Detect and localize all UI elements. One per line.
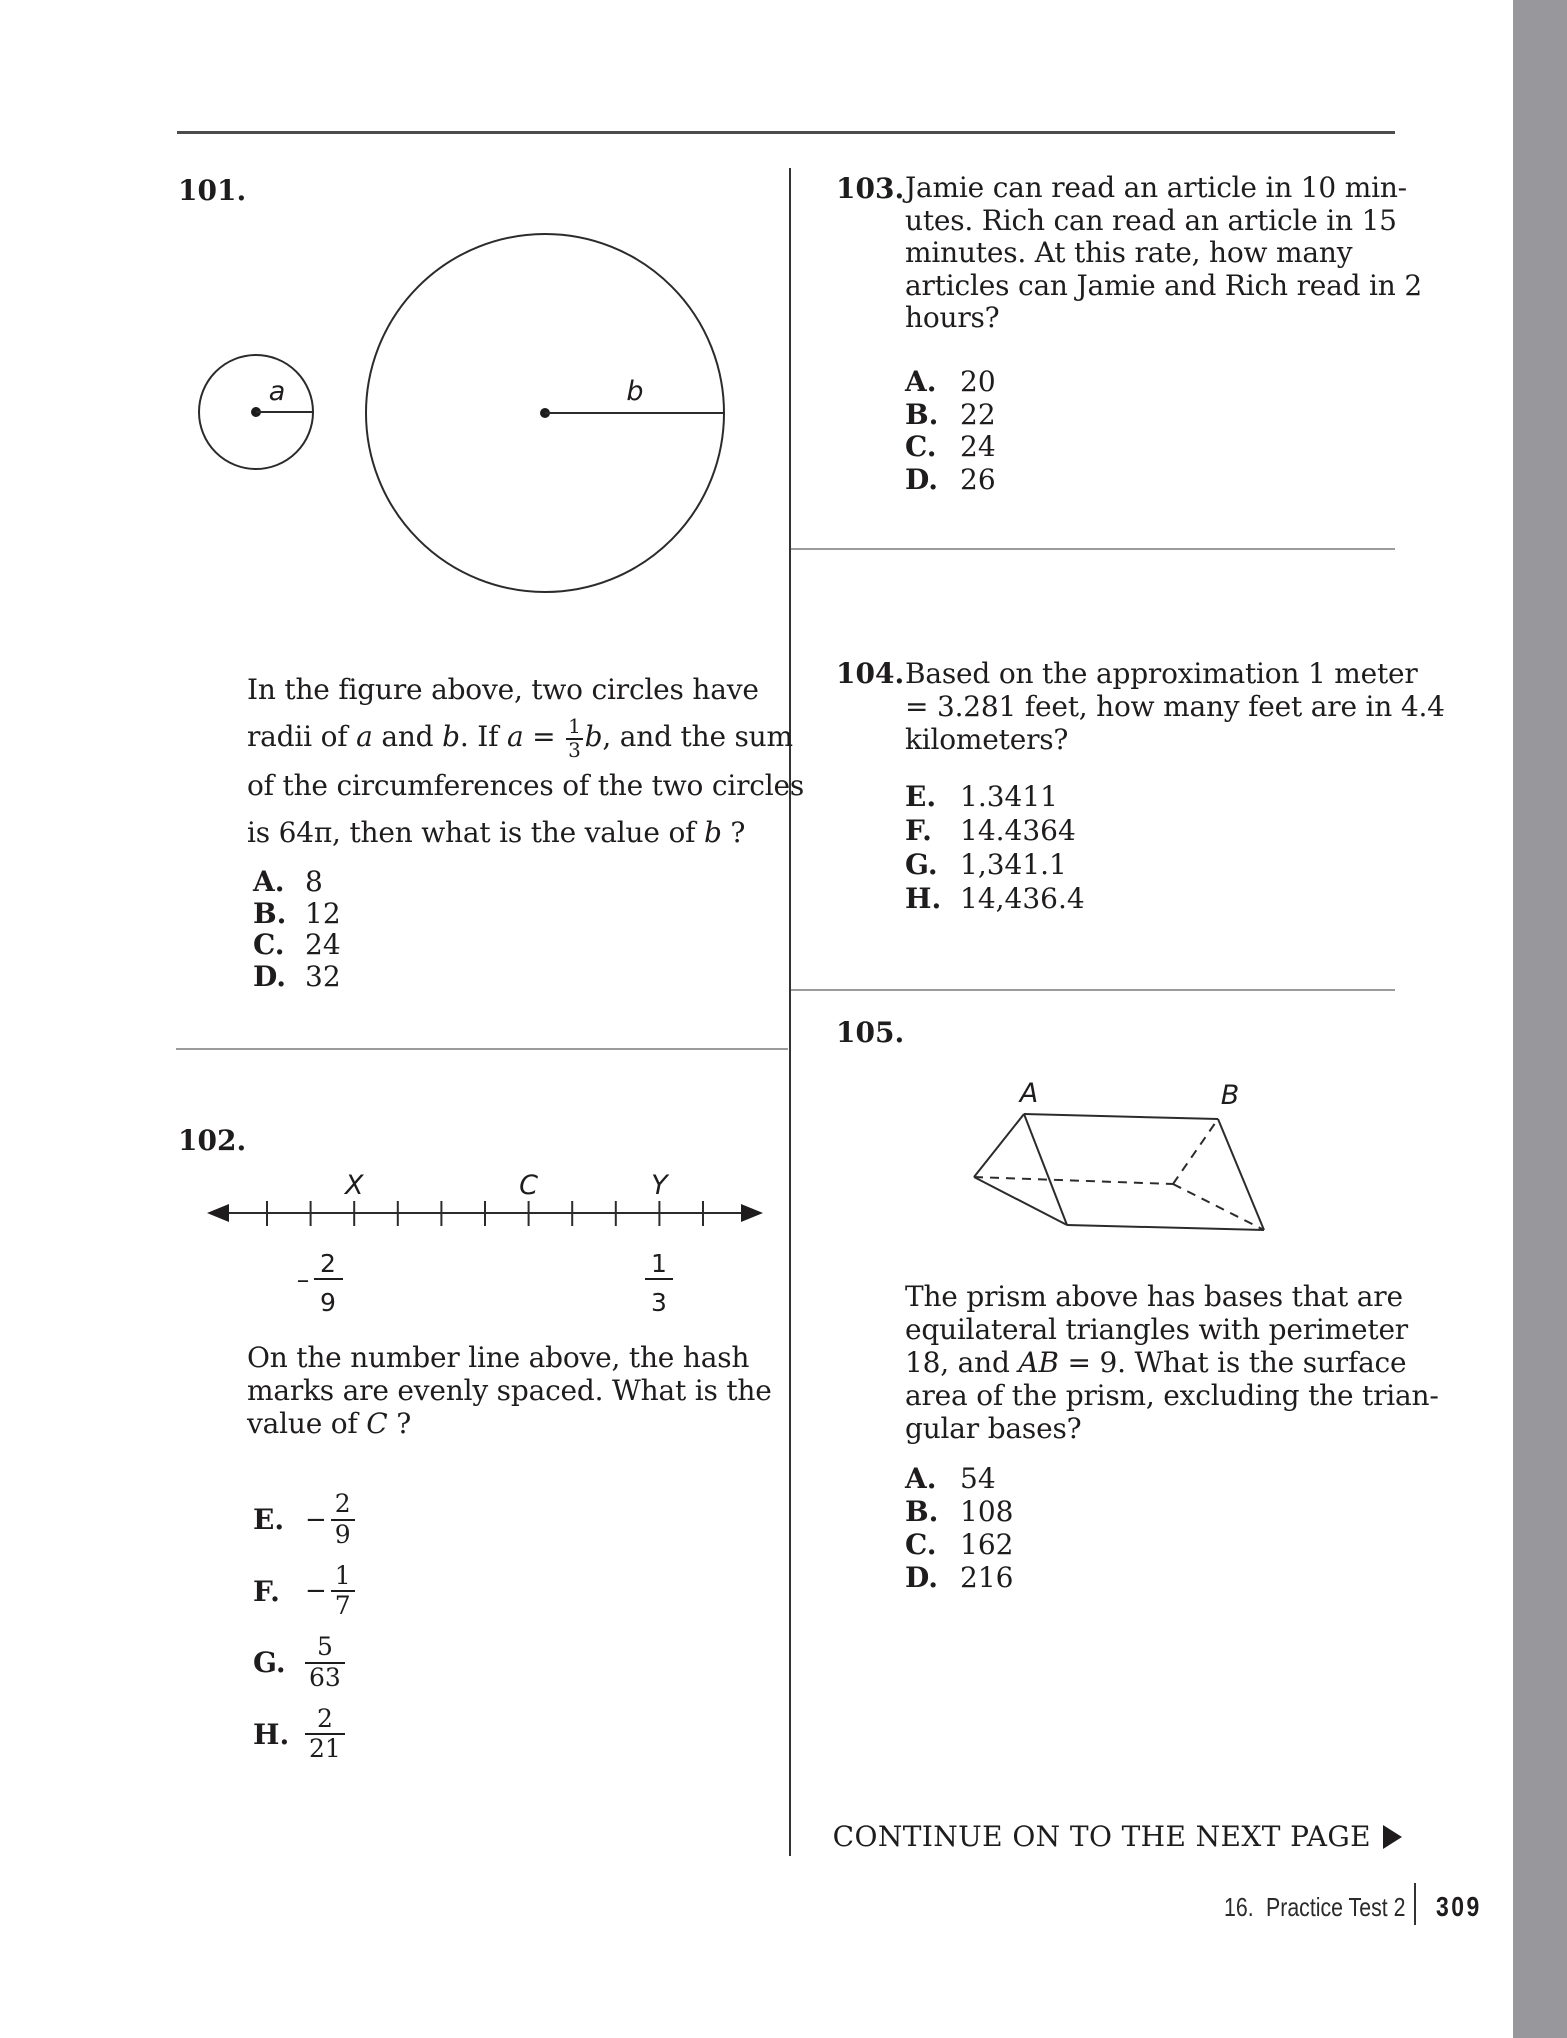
answer-choice xyxy=(905,1561,1013,1594)
answer-value: 8 xyxy=(305,865,323,898)
text-line: articles can Jamie and Rich read in 2 xyxy=(905,268,1422,302)
answer-choice xyxy=(253,961,341,993)
stacked-fraction: $\frac{5}{63}$ xyxy=(305,1633,345,1693)
left-arrowhead xyxy=(207,1204,229,1222)
continue-arrow-icon xyxy=(1383,1825,1402,1849)
prism-edge-ab xyxy=(1024,1114,1218,1119)
answer-choice xyxy=(905,780,1085,814)
answer-value: 216 xyxy=(960,1561,1014,1594)
prism-edge-front-slant xyxy=(1024,1114,1067,1225)
answer-letter: E. xyxy=(905,780,937,813)
answer-value: 12 xyxy=(305,896,341,930)
footer-divider-bar xyxy=(1414,1883,1416,1925)
answer-choice xyxy=(253,1627,355,1699)
answer-value: 24 xyxy=(305,928,341,961)
math-variable: b xyxy=(703,815,722,849)
answer-value: 14,436.4 xyxy=(960,882,1085,915)
answer-choice xyxy=(905,814,1085,848)
math-variable: b xyxy=(442,720,460,753)
answer-value: 22 xyxy=(960,397,996,431)
text-line: area of the prism, excluding the trian- xyxy=(905,1379,1439,1412)
answer-letter: G. xyxy=(253,1646,286,1680)
prism-edge-left-bottom xyxy=(974,1177,1067,1225)
text-line: The prism above has bases that are xyxy=(905,1280,1403,1313)
answer-choice xyxy=(905,882,1085,916)
prism-hidden-edge-long xyxy=(974,1177,1173,1184)
page-edge-stripe xyxy=(1513,0,1567,2038)
triangular-prism-figure xyxy=(930,1060,1290,1260)
stacked-fraction: $\frac{1}{3}$ xyxy=(568,714,581,762)
answer-choice xyxy=(905,1528,1013,1561)
point-label-y: Y xyxy=(651,1170,668,1201)
answer-letter: D. xyxy=(905,1561,939,1594)
question-101-text xyxy=(247,666,804,856)
answer-letter: C. xyxy=(253,928,285,961)
number-line-figure xyxy=(195,1160,775,1335)
answer-value: 26 xyxy=(960,462,996,496)
vertex-label-b: B xyxy=(1220,1080,1240,1111)
text-line: In the figure above, two circles have xyxy=(247,673,759,706)
prism-edge-right-slant xyxy=(1218,1119,1264,1230)
answer-choice xyxy=(905,431,996,464)
text-line: marks are evenly spaced. What is the xyxy=(247,1374,772,1407)
answer-choice xyxy=(253,1699,355,1771)
text-line: gular bases? xyxy=(905,1412,1082,1445)
question-number-101: 101. xyxy=(178,174,247,207)
stacked-fraction: $\frac{1}{7}$ xyxy=(331,1562,355,1622)
answer-letter: G. xyxy=(905,848,938,881)
footer-page-number: 309 xyxy=(1436,1891,1482,1922)
text-line: hours? xyxy=(905,301,1000,335)
prism-hidden-edge-up xyxy=(1173,1119,1218,1184)
answer-letter: B. xyxy=(253,896,287,930)
question-separator-right-1 xyxy=(791,548,1395,550)
text-line: = 3.281 feet, how many feet are in 4.4 xyxy=(905,690,1445,723)
continue-text: CONTINUE ON TO THE NEXT PAGE xyxy=(832,1820,1371,1853)
answer-value: 24 xyxy=(960,430,996,464)
svg-text:–: – xyxy=(296,1265,310,1294)
svg-text:1: 1 xyxy=(651,1249,667,1278)
answer-value: 1,341.1 xyxy=(960,848,1067,881)
stacked-fraction: $\frac{2}{21}$ xyxy=(305,1705,345,1765)
footer-chapter-title: Practice Test 2 xyxy=(1266,1892,1406,1922)
text-line: is 64π, then what is the value of b ? xyxy=(247,815,746,849)
text-line: kilometers? xyxy=(905,723,1069,756)
question-104-text xyxy=(905,657,1445,756)
text-line: utes. Rich can read an article in 15 xyxy=(905,203,1397,237)
two-circles-figure xyxy=(170,218,740,608)
vertex-label-a: A xyxy=(1019,1078,1039,1109)
question-101-answers xyxy=(253,866,341,992)
answer-choice xyxy=(905,366,996,399)
text-line: 18, and AB = 9. What is the surface xyxy=(905,1346,1407,1379)
answer-value: 14.4364 xyxy=(960,814,1076,847)
text-line: value of C ? xyxy=(247,1407,412,1440)
answer-choice xyxy=(253,898,341,930)
answer-choice xyxy=(253,1556,355,1628)
right-arrowhead xyxy=(741,1204,763,1222)
stacked-fraction: $\frac{2}{9}$ xyxy=(331,1490,355,1550)
answer-choice xyxy=(905,464,996,497)
answer-value: 32 xyxy=(305,959,341,993)
fraction-negative-two-ninths xyxy=(297,1249,343,1317)
math-variable: AB xyxy=(1018,1346,1059,1379)
answer-value: 162 xyxy=(960,1528,1014,1561)
answer-letter: A. xyxy=(905,1462,937,1495)
answer-letter: F. xyxy=(253,1574,280,1608)
answer-letter: H. xyxy=(253,1717,290,1751)
footer-chapter-number: 16. xyxy=(1224,1892,1254,1922)
question-number-104: 104. xyxy=(836,657,905,690)
question-105-answers xyxy=(905,1462,1013,1594)
minus-sign: − xyxy=(305,1576,327,1607)
svg-text:2: 2 xyxy=(320,1249,336,1278)
point-label-x: X xyxy=(344,1170,364,1201)
prism-hidden-edge-right xyxy=(1173,1184,1264,1230)
question-103-text xyxy=(905,172,1422,335)
answer-letter: F. xyxy=(905,814,932,847)
math-variable: C xyxy=(366,1407,388,1440)
fraction-one-third xyxy=(645,1249,673,1317)
text-line: minutes. At this rate, how many xyxy=(905,236,1353,270)
continue-notice xyxy=(800,1820,1402,1853)
answer-choice xyxy=(905,399,996,432)
answer-letter: A. xyxy=(905,365,937,398)
answer-letter: B. xyxy=(905,397,939,431)
answer-choice xyxy=(905,1495,1013,1528)
question-102-answers xyxy=(253,1484,355,1770)
answer-letter: B. xyxy=(905,1495,939,1528)
answer-letter: D. xyxy=(253,959,287,993)
text-line: Based on the approximation 1 meter xyxy=(905,657,1418,690)
answer-letter: D. xyxy=(905,462,939,496)
math-variable: a xyxy=(356,720,373,753)
top-rule xyxy=(177,131,1395,134)
answer-choice xyxy=(253,929,341,961)
math-variable: b xyxy=(584,720,603,753)
answer-choice xyxy=(905,848,1085,882)
question-separator-right-2 xyxy=(791,989,1395,991)
svg-text:9: 9 xyxy=(320,1288,336,1317)
answer-choice xyxy=(253,866,341,898)
text-line: of the circumferences of the two circles xyxy=(247,768,805,802)
question-number-105: 105. xyxy=(836,1016,905,1049)
text-line: equilateral triangles with perimeter xyxy=(905,1313,1408,1346)
text-line: Jamie can read an article in 10 min- xyxy=(905,171,1407,204)
prism-edge-left-slant xyxy=(974,1114,1024,1177)
answer-choice xyxy=(253,1484,355,1556)
answer-letter: A. xyxy=(253,865,285,898)
question-number-103: 103. xyxy=(836,172,905,205)
answer-letter: C. xyxy=(905,430,937,464)
answer-letter: E. xyxy=(253,1503,285,1537)
question-103-answers xyxy=(905,366,996,496)
answer-choice xyxy=(905,1462,1013,1495)
math-variable: a xyxy=(506,720,524,753)
question-102-text xyxy=(247,1341,772,1440)
answer-value: 54 xyxy=(960,1462,996,1495)
question-104-answers xyxy=(905,780,1085,916)
question-105-text xyxy=(905,1280,1439,1445)
point-label-c: C xyxy=(519,1170,539,1201)
radius-label-b: b xyxy=(626,376,644,407)
answer-value: 20 xyxy=(960,365,996,398)
answer-letter: H. xyxy=(905,882,942,915)
answer-value: 1.3411 xyxy=(960,780,1058,813)
minus-sign: − xyxy=(305,1504,327,1535)
prism-edge-front-bottom xyxy=(1067,1225,1264,1230)
question-separator-left xyxy=(176,1048,788,1050)
radius-label-a: a xyxy=(268,376,286,407)
answer-letter: C. xyxy=(905,1528,937,1561)
answer-value: 108 xyxy=(960,1495,1014,1528)
text-line: radii of a and b. If a = $\frac{1}{3}$ b, and the sum xyxy=(247,714,793,762)
question-number-102: 102. xyxy=(178,1124,247,1157)
column-divider xyxy=(789,168,791,1856)
svg-text:3: 3 xyxy=(651,1288,667,1317)
text-line: On the number line above, the hash xyxy=(247,1341,750,1374)
